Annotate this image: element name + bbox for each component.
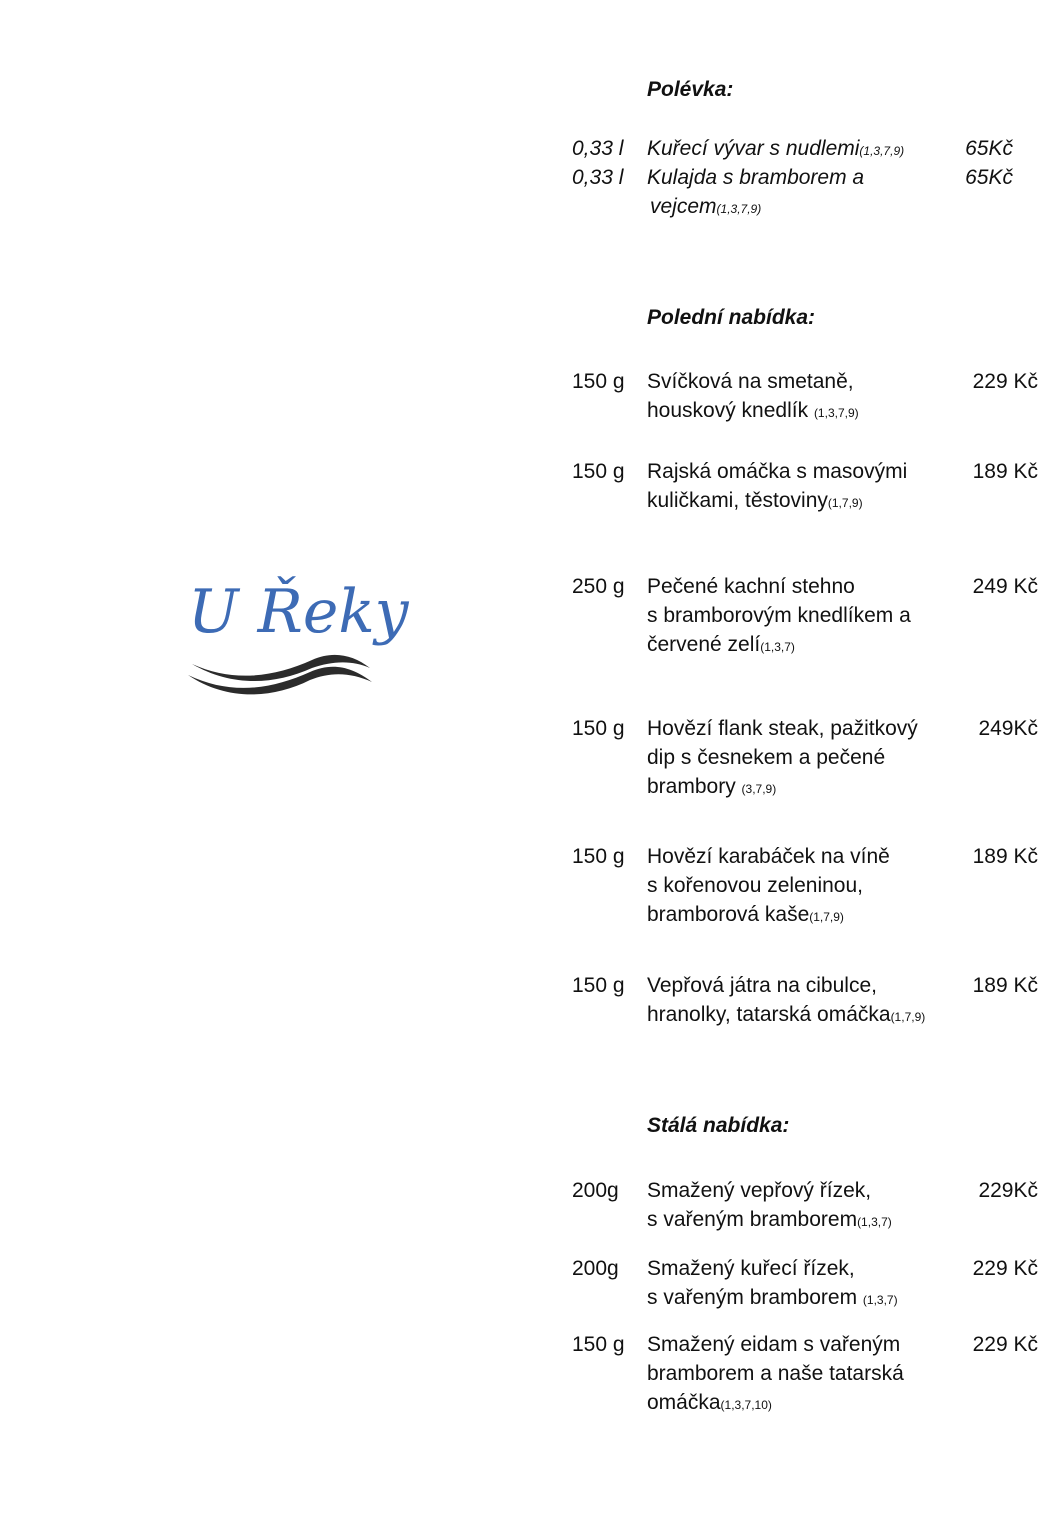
item-name: Smažený kuřecí řízek, s vařeným bramborem (1,3,7) bbox=[647, 1257, 898, 1309]
item-allergens: (1,7,9) bbox=[827, 496, 863, 510]
item-allergens: (1,3,7,9) bbox=[716, 202, 762, 216]
item-name: Hovězí karabáček na víně s kořenovou zeleninou, bramborová kaše(1,7,9) bbox=[647, 845, 890, 926]
item-allergens: (1,3,7) bbox=[760, 640, 795, 654]
item-quantity: 150 g bbox=[572, 370, 625, 393]
item-name: Hovězí flank steak, pažitkový dip s česnekem a pečené brambory (3,7,9) bbox=[647, 717, 918, 798]
item-price: 249 Kč bbox=[972, 575, 1038, 598]
item-price: 229Kč bbox=[978, 1179, 1038, 1202]
item-name: Vepřová játra na cibulce, hranolky, tatarská omáčka(1,7,9) bbox=[647, 974, 926, 1026]
item-quantity: 150 g bbox=[572, 974, 625, 997]
item-quantity: 200g bbox=[572, 1179, 619, 1202]
item-price: 189 Kč bbox=[972, 974, 1038, 997]
logo-text: U Řeky bbox=[188, 577, 409, 647]
standing-menu-heading: Stálá nabídka: bbox=[647, 1114, 790, 1137]
item-quantity: 200g bbox=[572, 1257, 619, 1280]
item-name: Pečené kachní stehno s bramborovým knedlíkem a červené zelí(1,3,7) bbox=[647, 575, 911, 656]
item-price: 65Kč bbox=[965, 137, 1013, 160]
item-quantity: 250 g bbox=[572, 575, 625, 598]
item-price: 249Kč bbox=[978, 717, 1038, 740]
item-name: Rajská omáčka s masovými kuličkami, těstoviny(1,7,9) bbox=[647, 460, 908, 512]
item-name: Smažený eidam s vařeným bramborem a naše tatarská omáčka(1,3,7,10) bbox=[647, 1333, 904, 1414]
lunch-heading: Polední nabídka: bbox=[647, 306, 816, 329]
item-allergens: (1,3,7,9) bbox=[813, 406, 859, 420]
item-price: 189 Kč bbox=[972, 460, 1038, 483]
item-price: 229 Kč bbox=[972, 1257, 1038, 1280]
item-quantity: 150 g bbox=[572, 845, 625, 868]
item-quantity: 150 g bbox=[572, 1333, 625, 1356]
item-price: 229 Kč bbox=[972, 1333, 1038, 1356]
item-allergens: (1,7,9) bbox=[890, 1010, 926, 1024]
item-price: 189 Kč bbox=[972, 845, 1038, 868]
item-allergens: (1,3,7,10) bbox=[720, 1398, 772, 1412]
item-name: Kuřecí vývar s nudlemi(1,3,7,9) bbox=[647, 137, 905, 160]
item-allergens: (1,3,7) bbox=[862, 1293, 898, 1307]
item-price: 65Kč bbox=[965, 166, 1013, 189]
item-quantity: 0,33 l bbox=[572, 137, 624, 160]
wave-logo-icon bbox=[180, 560, 409, 710]
item-allergens: (1,3,7,9) bbox=[859, 144, 905, 158]
restaurant-logo bbox=[180, 560, 409, 710]
item-price: 229 Kč bbox=[972, 370, 1038, 393]
item-name: Smažený vepřový řízek, s vařeným bramborem(1,3,7) bbox=[647, 1179, 892, 1231]
item-allergens: (1,7,9) bbox=[809, 910, 844, 924]
item-quantity: 150 g bbox=[572, 460, 625, 483]
item-quantity: 0,33 l bbox=[572, 166, 624, 189]
item-allergens: (1,3,7) bbox=[857, 1215, 892, 1229]
item-name: Kulajda s bramborem a vejcem(1,3,7,9) bbox=[647, 166, 865, 218]
item-allergens: (3,7,9) bbox=[741, 782, 777, 796]
soup-heading: Polévka: bbox=[647, 78, 734, 101]
item-name: Svíčková na smetaně, houskový knedlík (1,3,7,9) bbox=[647, 370, 859, 422]
item-quantity: 150 g bbox=[572, 717, 625, 740]
